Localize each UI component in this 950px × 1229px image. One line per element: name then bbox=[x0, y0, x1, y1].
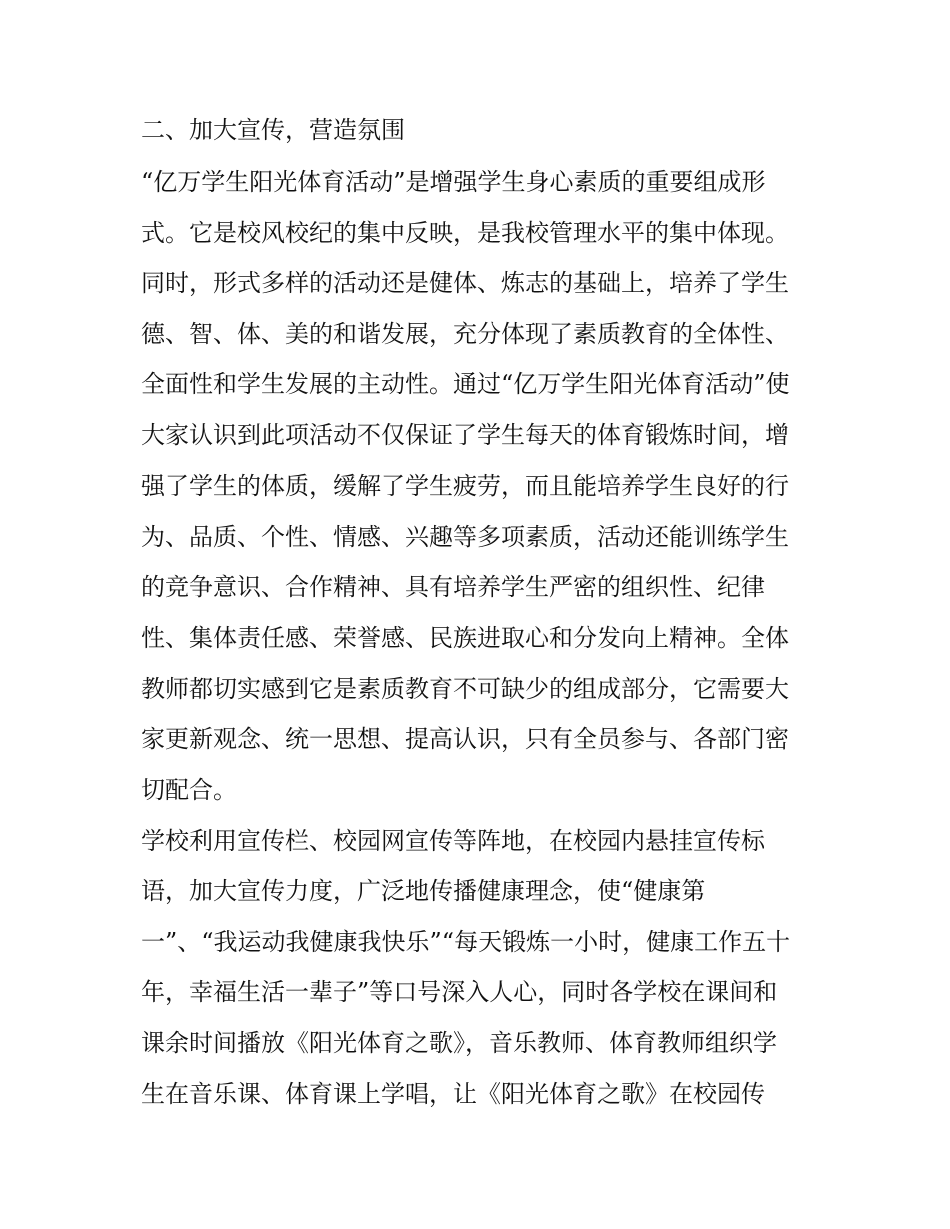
paragraph-line: 强了学生的体质，缓解了学生疲劳，而且能培养学生良好的行 bbox=[141, 472, 789, 500]
paragraph-line: 教师都切实感到它是素质教育不可缺少的组成部分，它需要大 bbox=[141, 675, 789, 703]
paragraph-line: 的竞争意识、合作精神、具有培养学生严密的组织性、纪律 bbox=[141, 573, 765, 601]
paragraph-line: 生在音乐课、体育课上学唱，让《阳光体育之歌》在校园传 bbox=[141, 1080, 765, 1108]
paragraph-line: 为、品质、个性、情感、兴趣等多项素质，活动还能训练学生 bbox=[141, 523, 789, 551]
paragraph-line: 德、智、体、美的和谐发展，充分体现了素质教育的全体性、 bbox=[141, 320, 789, 348]
paragraph-line: 年，幸福生活一辈子”等口号深入人心，同时各学校在课间和 bbox=[141, 978, 778, 1006]
paragraph-line: 课余时间播放《阳光体育之歌》，音乐教师、体育教师组织学 bbox=[141, 1029, 777, 1057]
paragraph-line: 性、集体责任感、荣誉感、民族进取心和分发向上精神。全体 bbox=[141, 624, 789, 652]
paragraph-line: 同时，形式多样的活动还是健体、炼志的基础上，培养了学生 bbox=[141, 269, 789, 297]
paragraph-line: 式。它是校风校纪的集中反映，是我校管理水平的集中体现。 bbox=[141, 219, 789, 247]
paragraph-line: 一”、“我运动我健康我快乐”“每天锻炼一小时，健康工作五十 bbox=[141, 928, 791, 956]
paragraph-line: “亿万学生阳光体育活动”是增强学生身心素质的重要组成形 bbox=[141, 168, 766, 196]
paragraph-line: 大家认识到此项活动不仅保证了学生每天的体育锻炼时间，增 bbox=[141, 421, 789, 449]
paragraph-line: 语，加大宣传力度，广泛地传播健康理念，使“健康第 bbox=[141, 877, 706, 905]
paragraph-line: 学校利用宣传栏、校园网宣传等阵地，在校园内悬挂宣传标 bbox=[141, 827, 765, 855]
section-heading: 二、加大宣传，营造氛围 bbox=[141, 116, 405, 144]
paragraph-line: 全面性和学生发展的主动性。通过“亿万学生阳光体育活动”使 bbox=[141, 370, 790, 398]
paragraph-line: 家更新观念、统一思想、提高认识，只有全员参与、各部门密 bbox=[141, 725, 789, 753]
paragraph-line: 切配合。 bbox=[141, 776, 237, 804]
